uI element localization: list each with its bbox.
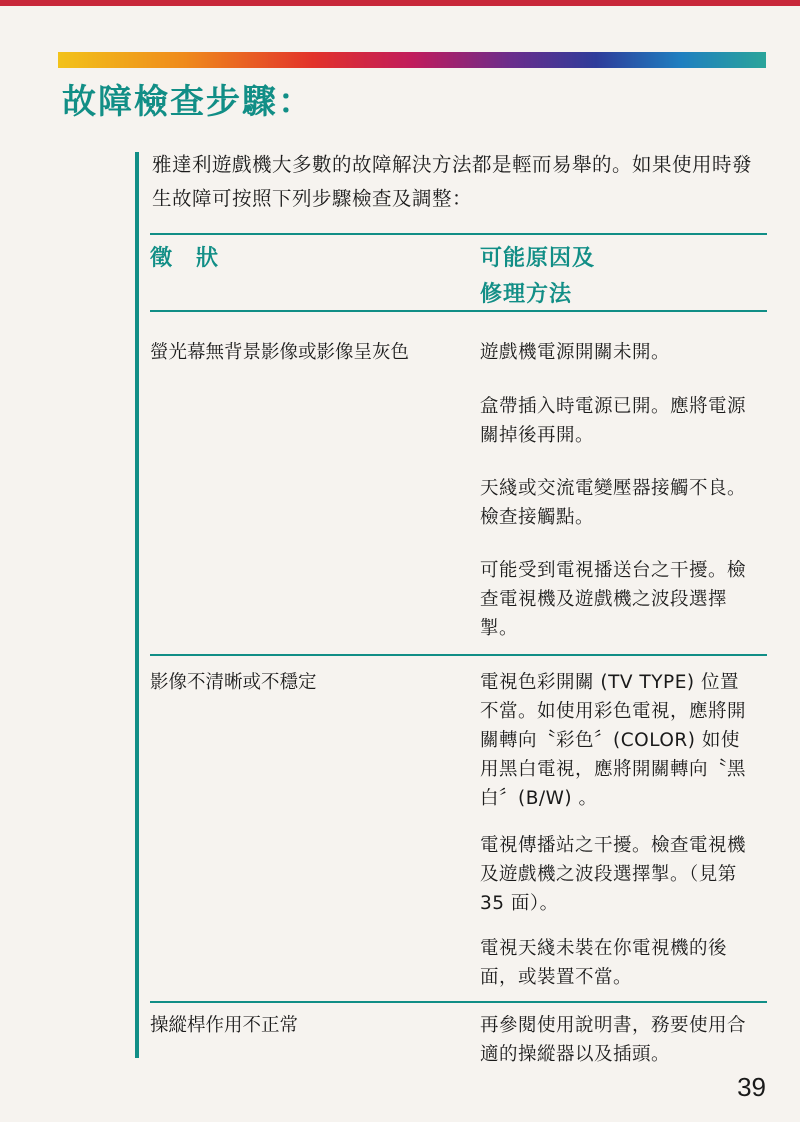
symptom-row-3: 操縱桿作用不正常 <box>150 1015 299 1036</box>
left-margin-rule <box>135 152 139 1058</box>
rainbow-stripe <box>58 52 766 68</box>
remedy-row-3-1: 再參閱使用說明書，務要使用合適的操縱器以及插頭。 <box>480 1015 747 1065</box>
page-heading: 故障檢查步驟： <box>62 82 314 122</box>
table-top-rule <box>150 233 767 235</box>
remedy-row-2-2: 電視傳播站之干擾。檢查電視機及遊戲機之波段選擇掣。（見第 35 面）。 <box>480 835 747 914</box>
intro-paragraph: 雅達利遊戲機大多數的故障解決方法都是輕而易舉的。如果使用時發生故障可按照下列步驟檢查及調整： <box>152 153 753 210</box>
remedy-row-2-1: 電視色彩開關 (TV TYPE) 位置不當。如使用彩色電視，應將開關轉向〝彩色〞(COLOR) 如使用黑白電視，應將開關轉向〝黑白〞(B/W) 。 <box>480 672 747 809</box>
page-number: 39 <box>737 1072 766 1102</box>
remedy-row-1-3: 天綫或交流電變壓器接觸不良。檢查接觸點。 <box>480 478 747 528</box>
symptom-row-2: 影像不清晰或不穩定 <box>150 672 317 693</box>
row-1-divider <box>150 654 767 656</box>
remedy-row-2-3: 電視天綫未裝在你電視機的後面，或裝置不當。 <box>480 938 728 988</box>
row-2-divider <box>150 1001 767 1003</box>
cause-column-header: 可能原因及 修理方法 <box>480 246 596 307</box>
remedy-row-1-1: 遊戲機電源開關未開。 <box>480 342 671 363</box>
table-header-rule <box>150 310 767 312</box>
remedy-row-1-4: 可能受到電視播送台之干擾。檢查電視機及遊戲機之波段選擇掣。 <box>480 560 747 639</box>
page-top-edge <box>0 0 800 6</box>
symptom-column-header: 徵 狀 <box>150 246 220 271</box>
symptom-row-1: 螢光幕無背景影像或影像呈灰色 <box>150 342 410 363</box>
remedy-row-1-2: 盒帶插入時電源已開。應將電源關掉後再開。 <box>480 396 747 446</box>
